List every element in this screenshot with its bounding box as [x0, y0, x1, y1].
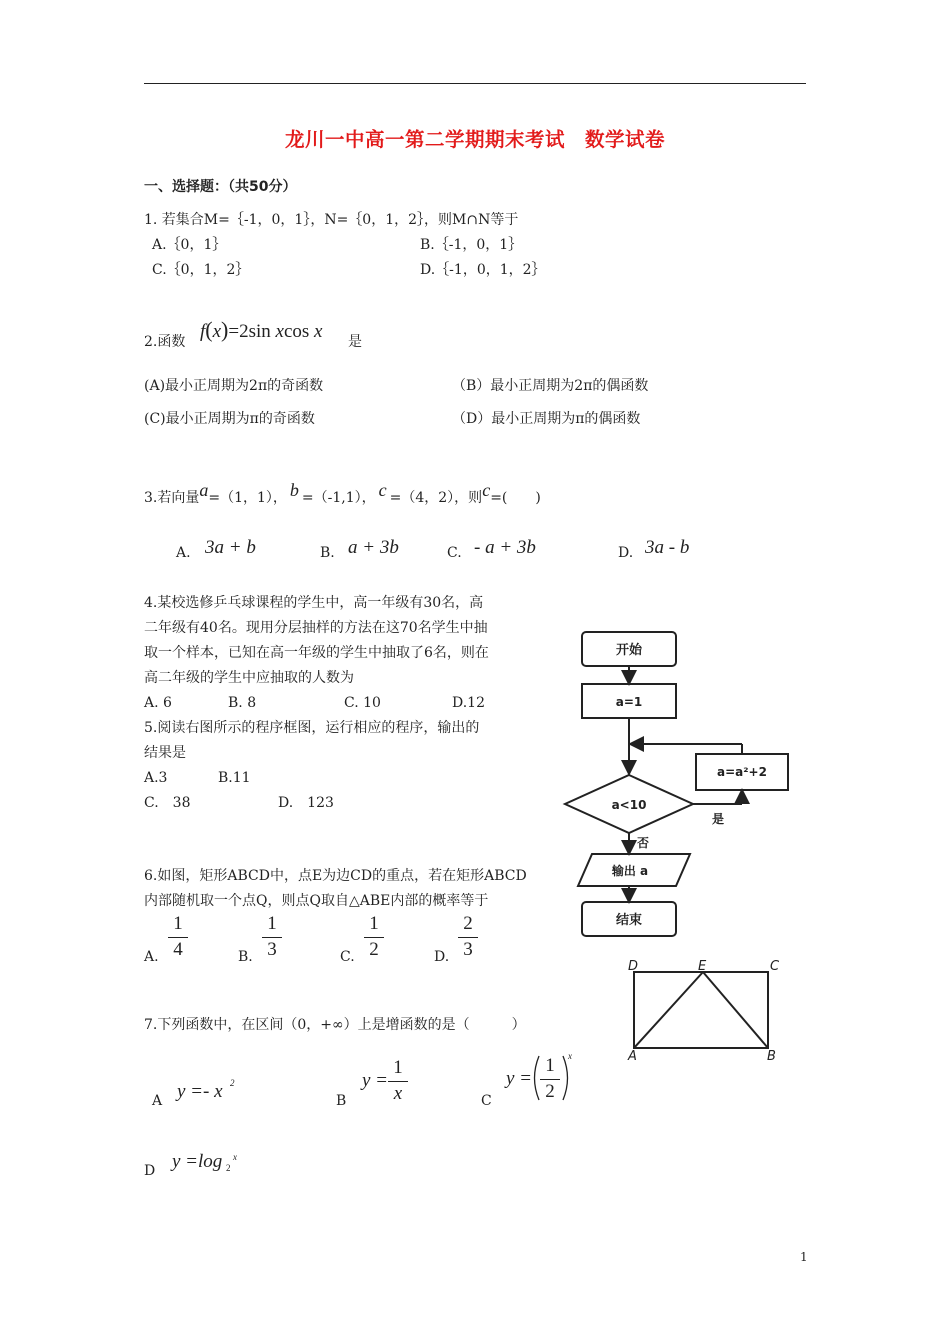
- flowchart-init-label: a=1: [615, 695, 643, 709]
- q6-label-a: A.: [144, 949, 159, 965]
- q6-label-b: B.: [238, 949, 253, 965]
- rectangle-abcd-figure: [622, 956, 790, 1066]
- q2-option-b: （B）最小正周期为2π的偶函数: [452, 378, 649, 394]
- flowchart-update-label: a=a²+2: [717, 765, 767, 779]
- top-rule: [144, 83, 806, 84]
- q3-option-d: 3a - b: [645, 537, 690, 558]
- q7-label-b: B: [336, 1093, 347, 1109]
- q3-option-b: a + 3b: [348, 537, 399, 558]
- q3-stem: 3.若向量a=（1，1）， b =（-1,1）， c =（4，2），则c=( ): [144, 480, 541, 506]
- flowchart-no-label: 否: [636, 836, 650, 850]
- q7-option-a-exponent: 2: [230, 1078, 235, 1088]
- q4-option-d: D.12: [452, 695, 485, 711]
- q7-label-a: A: [152, 1093, 163, 1109]
- q1-option-d: D.｛-1，0，1，2｝: [420, 262, 546, 278]
- q3-option-c: - a + 3b: [474, 537, 536, 558]
- q4-line-4: 高二年级的学生中应抽取的人数为: [144, 670, 354, 686]
- q3-label-d: D.: [618, 545, 634, 561]
- section-heading: 一、选择题：（共50分）: [144, 179, 297, 195]
- flowchart-start-label: 开始: [615, 643, 643, 658]
- q4-option-c: C. 10: [344, 695, 381, 711]
- flowchart-end-label: 结束: [615, 913, 643, 928]
- q1-option-c: C.｛0，1，2｝: [152, 262, 250, 278]
- q7-option-b-fraction: 1 x: [388, 1058, 408, 1104]
- q7-stem: 7.下列函数中，在区间（0，+∞）上是增函数的是（ ）: [144, 1017, 526, 1033]
- q2-function-formula: f(x)=2sin xcos x: [200, 317, 323, 342]
- q5-option-b: B.11: [218, 770, 251, 786]
- q2-prefix: 2.函数: [144, 334, 186, 350]
- q7-option-c-exponent: x: [568, 1051, 572, 1061]
- flowchart-condition-label: a<10: [611, 798, 647, 812]
- page-number: 1: [800, 1250, 808, 1264]
- flowchart-output-label: 输出 a: [611, 864, 649, 878]
- q4-line-3: 取一个样本，已知在高一年级的学生中抽取了6名，则在: [144, 645, 489, 661]
- q6-option-a-fraction: 1 4: [168, 914, 188, 960]
- program-flowchart: [560, 620, 800, 945]
- q6-label-c: C.: [340, 949, 355, 965]
- q5-line-1: 5.阅读右图所示的程序框图，运行相应的程序，输出的: [144, 720, 480, 736]
- vertex-c-label: C: [770, 959, 780, 974]
- q7-option-a: y =- x: [177, 1081, 223, 1102]
- q4-line-1: 4.某校选修乒乓球课程的学生中，高一年级有30名，高: [144, 595, 484, 611]
- vertex-e-label: E: [698, 959, 707, 974]
- q4-line-2: 二年级有40名。现用分层抽样的方法在这70名学生中抽: [144, 620, 488, 636]
- q6-label-d: D.: [434, 949, 450, 965]
- q3-option-a: 3a + b: [205, 537, 256, 558]
- q5-line-2: 结果是: [144, 745, 186, 761]
- vertex-d-label: D: [628, 959, 639, 974]
- q7-option-b-lhs: y =: [362, 1070, 389, 1091]
- q7-option-d: y =log: [172, 1151, 223, 1172]
- rectangle-outline: [634, 972, 768, 1048]
- q6-option-d-fraction: 2 3: [458, 914, 478, 960]
- q5-option-d: D. 123: [278, 795, 334, 811]
- q6-option-b-fraction: 1 3: [262, 914, 282, 960]
- q2-suffix: 是: [348, 334, 362, 350]
- q4-option-b: B. 8: [228, 695, 257, 711]
- q6-option-c-fraction: 1 2: [364, 914, 384, 960]
- segment-be: [703, 972, 768, 1048]
- segment-ae: [634, 972, 703, 1048]
- q3-label-b: B.: [320, 545, 335, 561]
- q2-option-a: (A)最小正周期为2π的奇函数: [144, 378, 324, 394]
- vertex-b-label: B: [767, 1049, 776, 1064]
- q5-option-c: C. 38: [144, 795, 191, 811]
- q3-label-c: C.: [447, 545, 462, 561]
- q1-stem: 1. 若集合M=｛-1，0，1｝，N=｛0，1，2｝，则M∩N等于: [144, 212, 519, 228]
- flowchart-yes-label: 是: [711, 812, 725, 826]
- page-title: 龙川一中高一第二学期期末考试 数学试卷: [284, 128, 665, 151]
- q4-option-a: A. 6: [144, 695, 172, 711]
- q7-option-d-exponent: x: [233, 1152, 237, 1162]
- q6-line-2: 内部随机取一个点Q，则点Q取自△ABE内部的概率等于: [144, 893, 489, 909]
- q7-option-d-base: 2: [226, 1163, 231, 1173]
- q5-option-a: A.3: [144, 770, 168, 786]
- q7-option-c-lhs: y =: [506, 1068, 533, 1089]
- q7-label-c: C: [481, 1093, 492, 1109]
- q2-option-d: （D）最小正周期为π的偶函数: [452, 411, 641, 427]
- q1-option-a: A.｛0，1｝: [152, 237, 227, 253]
- q1-option-b: B.｛-1，0，1｝: [420, 237, 523, 253]
- q7-option-c-fraction: 1 2: [540, 1056, 560, 1102]
- vertex-a-label: A: [628, 1049, 637, 1064]
- q7-label-d: D: [144, 1163, 156, 1179]
- q3-label-a: A.: [176, 545, 191, 561]
- q6-line-1: 6.如图，矩形ABCD中，点E为边CD的重点，若在矩形ABCD: [144, 868, 527, 884]
- q2-option-c: (C)最小正周期为π的奇函数: [144, 411, 315, 427]
